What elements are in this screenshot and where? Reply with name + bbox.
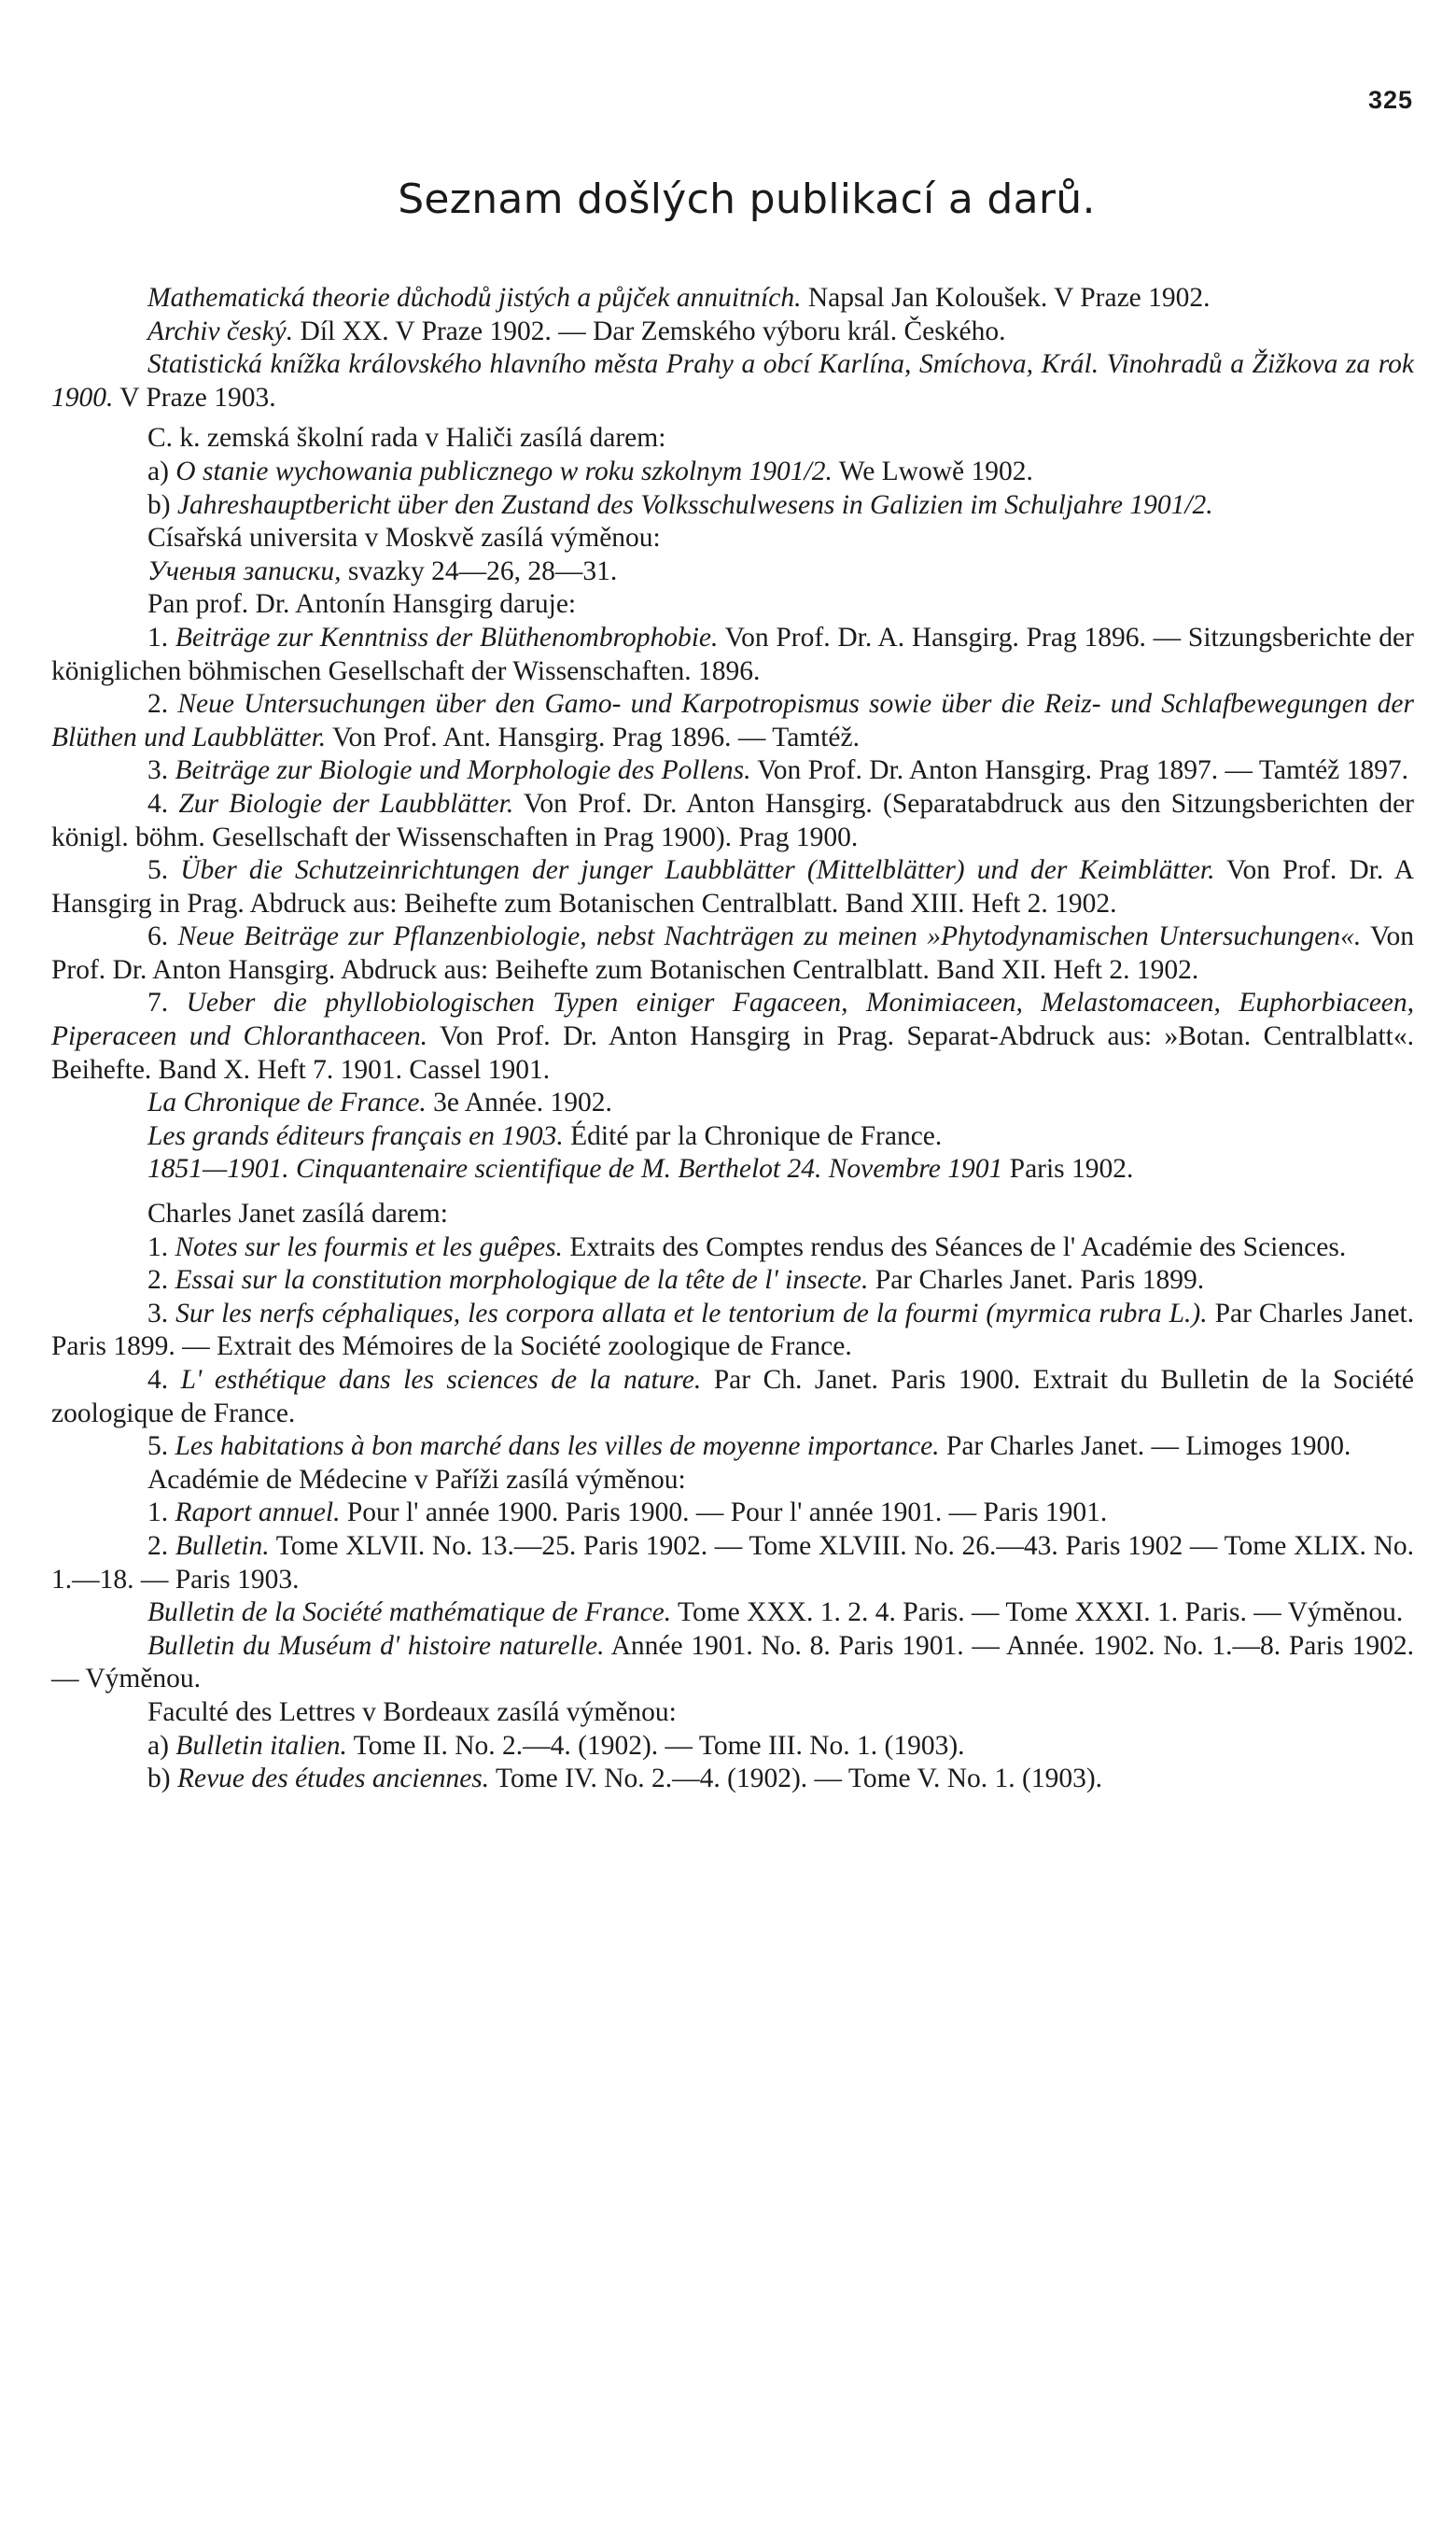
list-item: 4. L' esthétique dans les sciences de la nature. Par Ch. Janet. Paris 1900. Extrait du Bulletin de la Société zoologique de France.	[51, 1365, 1415, 1428]
entry-paragraph: Statistická knížka královského hlavního města Prahy a obcí Karlína, Smíchova, Král. Vinohradů a Žižkova za rok 1900. V Praze 1903.	[51, 349, 1414, 413]
list-item: Les grands éditeurs français en 1903. Édité par la Chronique de France.	[147, 1120, 943, 1151]
list-item: 4. Zur Biologie der Laubblätter. Von Prof. Dr. Anton Hansgirg. (Separatabdruck aus den Sitzungsberichten der königl. böhm. Gesellschaft der Wissenschaften in Prag 1900). Prag 1900.	[51, 788, 1414, 852]
list-item: 3. Sur les nerfs céphaliques, les corpora allata et le tentorium de la fourmi (myrmica rubra L.). Par Charles Janet. Paris 1899. — Extrait des Mémoires de la Société zoologique de France.	[51, 1298, 1415, 1362]
list-item: 5. Über die Schutzeinrichtungen der junger Laubblätter (Mittelblätter) und der Keimblätter. Von Prof. Dr. A Hansgirg in Prag. Abdruck aus: Beihefte zum Botanischen Centralblatt. Band XIII. Heft 2. 1902.	[51, 855, 1414, 919]
list-item: a) O stanie wychowania publicznego w roku szkolnym 1901/2. We Lwowě 1902.	[147, 456, 1033, 486]
group-heading: C. k. zemská školní rada v Haliči zasílá darem:	[147, 423, 666, 454]
list-item: 2. Essai sur la constitution morphologique de la tête de l' insecte. Par Charles Janet. Paris 1899.	[147, 1265, 1205, 1296]
list-item: a) Bulletin italien. Tome II. No. 2.—4. (1902). — Tome III. No. 1. (1903).	[147, 1730, 965, 1761]
document-body	[51, 282, 1414, 1796]
list-item: 2. Bulletin. Tome XLVII. No. 13.—25. Paris 1902. — Tome XLVIII. No. 26.—43. Paris 1902 — Tome XLIX. No. 1.—18. — Paris 1903.	[51, 1530, 1414, 1595]
list-item: 3. Beiträge zur Biologie und Morphologie des Pollens. Von Prof. Dr. Anton Hansgirg. Prag 1897. — Tamtéž 1897.	[147, 755, 1409, 786]
list-item: 5. Les habitations à bon marché dans les villes de moyenne importance. Par Charles Janet. — Limoges 1900.	[147, 1431, 1351, 1462]
list-item: 7. Ueber die phyllobiologischen Typen einiger Fagaceen, Monimiaceen, Melastomaceen, Euphorbiaceen, Piperaceen und Chloranthaceen. Von Prof. Dr. Anton Hansgirg in Prag. Separat-Abdruck aus: »Botan. Centralblatt«. Beihefte. Band X. Heft 7. 1901. Cassel 1901.	[51, 988, 1414, 1085]
list-item: Ученыя записки, svazky 24—26, 28—31.	[147, 555, 618, 586]
group-heading: Charles Janet zasílá darem:	[147, 1199, 448, 1230]
list-item: 2. Neue Untersuchungen über den Gamo- und Karpotropismus sowie über die Reiz- und Schlafbewegungen der Blüthen und Laubblätter. Von Prof. Ant. Hansgirg. Prag 1896. — Tamtéž.	[51, 689, 1414, 752]
list-item: 1851—1901. Cinquantenaire scientifique de M. Berthelot 24. Novembre 1901 Paris 1902.	[147, 1154, 1134, 1185]
list-item: 1. Notes sur les fourmis et les guêpes. Extraits des Comptes rendus des Séances de l' Académie des Sciences.	[147, 1231, 1347, 1262]
entry-paragraph: Mathematická theorie důchodů jistých a půjček annuitních. Napsal Jan Koloušek. V Praze 1902.	[147, 283, 1211, 313]
list-item: 6. Neue Beiträge zur Pflanzenbiologie, nebst Nachträgen zu meinen »Phytodynamischen Untersuchungen«. Von Prof. Dr. Anton Hansgirg. Abdruck aus: Beihefte zum Botanischen Centralblatt. Band XII. Heft 2. 1902.	[51, 921, 1415, 985]
page-number: 325	[1367, 86, 1413, 114]
list-item: Bulletin du Muséum d' histoire naturelle. Année 1901. No. 8. Paris 1901. — Année. 1902. No. 1.—8. Paris 1902. — Výměnou.	[51, 1630, 1414, 1694]
list-item: 1. Beiträge zur Kenntniss der Blüthenombrophobie. Von Prof. Dr. A. Hansgirg. Prag 1896. — Sitzungsberichte der königlichen böhmischen Gesellschaft der Wissenschaften. 1896.	[51, 622, 1414, 686]
group-heading: Pan prof. Dr. Antonín Hansgirg daruje:	[147, 589, 577, 620]
list-item: b) Jahreshauptbericht über den Zustand des Volksschulwesens in Galizien im Schuljahre 1901/2.	[147, 489, 1213, 520]
list-item: b) Revue des études anciennes. Tome IV. No. 2.—4. (1902). — Tome V. No. 1. (1903).	[147, 1764, 1103, 1794]
group-heading: Faculté des Lettres v Bordeaux zasílá výměnou:	[147, 1696, 677, 1727]
group-heading: Císařská universita v Moskvě zasílá výměnou:	[147, 523, 661, 554]
list-item: Bulletin de la Société mathématique de France. Tome XXX. 1. 2. 4. Paris. — Tome XXXI. 1. Paris. — Výměnou.	[147, 1597, 1404, 1628]
list-item: 1. Raport annuel. Pour l' année 1900. Paris 1900. — Pour l' année 1901. — Paris 1901.	[147, 1497, 1108, 1528]
entry-paragraph: Archiv český. Díl XX. V Praze 1902. — Dar Zemského výboru král. Českého.	[147, 316, 1006, 346]
list-item: La Chronique de France. 3e Année. 1902.	[147, 1088, 612, 1118]
group-heading: Académie de Médecine v Paříži zasílá výměnou:	[147, 1464, 686, 1495]
page-title: Seznam došlých publikací a darů.	[398, 176, 1096, 223]
